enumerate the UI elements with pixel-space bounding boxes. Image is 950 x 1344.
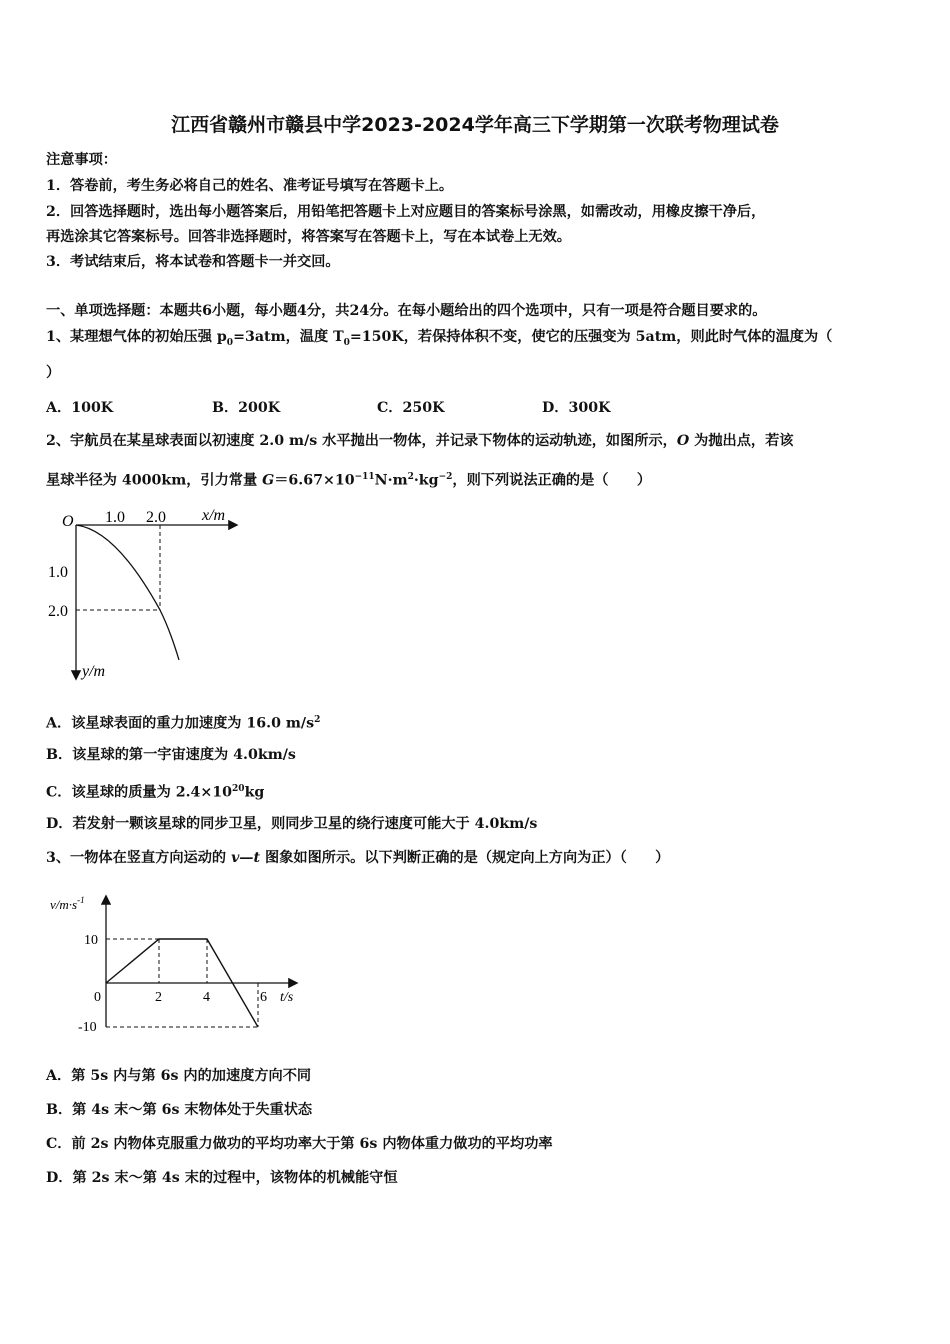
notice-heading: 注意事项： [46,152,117,168]
q1-option-b: B．200K [212,400,281,416]
q1-stem-end: ） [46,365,61,381]
q2-origin-label: O [62,513,74,530]
q3-y-tick-pos: 10 [84,933,98,948]
notice-item-2-cont: 再选涂其它答案标号。回答非选择题时，将答案写在答题卡上，写在本试卷上无效。 [46,229,571,245]
page-title: 江西省赣州市赣县中学2023-2024学年高三下学期第一次联考物理试卷 [171,114,779,136]
q2-stem-line1: 2、宇航员在某星球表面以初速度 2.0 m/s 水平抛出一物体，并记录下物体的运动轨迹，如图所示，O 为抛出点，若该 [46,433,794,449]
q2-option-a: A．该星球表面的重力加速度为 16.0 $m/s^2$ [46,715,321,732]
q2-y-tick-1: 1.0 [48,564,68,581]
q1-stem: 1、某理想气体的初始压强 $p_0=3atm$，温度 $T_0=150K$，若保持体积不变，使它的压强变为 5atm，则此时气体的温度为（ [46,329,833,348]
q3-x-tick-6: 6 [260,990,267,1005]
q3-x-tick-2: 2 [155,990,162,1005]
q3-option-c: C．前 2s 内物体克服重力做功的平均功率大于第 6s 内物体重力做功的平均功率 [46,1136,553,1152]
q2-stem-line2: 星球半径为 4000km，引力常量 $G=6.67\times 10^{-11}N\cdot m^2\cdot kg^{-2}$，则下列说法正确的是（ ） [46,472,652,489]
q2-trajectory-curve [76,525,179,660]
q1-option-a: A．100K [46,400,114,416]
q3-y-label: $v/m\cdot s^{-1}$ [50,895,85,912]
q1-option-c: C．250K [377,400,445,416]
q2-y-tick-2: 2.0 [48,603,68,620]
notice-item-3: 3．考试结束后，将本试卷和答题卡一并交回。 [46,254,340,270]
q2-x-label: x/m [202,507,226,524]
q3-origin: 0 [94,990,101,1005]
q3-vt-graph [46,885,306,1035]
q3-option-a: A．第 5s 内与第 6s 内的加速度方向不同 [46,1068,312,1084]
q3-stem: 3、一物体在竖直方向运动的 v—t 图象如图所示。以下判断正确的是（规定向上方向为正）（ ） [46,850,670,866]
q3-x-tick-4: 4 [203,990,210,1005]
q2-option-d: D．若发射一颗该星球的同步卫星，则同步卫星的绕行速度可能大于 4.0km/s [46,816,538,832]
q2-trajectory-graph [40,500,260,690]
q3-option-d: D．第 2s 末～第 4s 末的过程中，该物体的机械能守恒 [46,1170,398,1186]
q2-x-tick-2: 2.0 [146,509,166,526]
q2-y-label: y/m [82,663,106,680]
section-heading: 一、单项选择题：本题共6小题，每小题4分，共24分。在每小题给出的四个选项中，只有一项是符合题目要求的。 [46,303,767,319]
q2-option-c: C．该星球的质量为 $2.4\times 10^{20}kg$ [46,784,265,801]
notice-item-2: 2．回答选择题时，选出每小题答案后，用铅笔把答题卡上对应题目的答案标号涂黑，如需改动，用橡皮擦干净后， [46,204,766,220]
q2-option-b: B．该星球的第一宇宙速度为 4.0km/s [46,747,296,763]
q2-x-tick-1: 1.0 [105,509,125,526]
notice-item-1: 1．答卷前，考生务必将自己的姓名、准考证号填写在答题卡上。 [46,178,454,194]
q3-option-b: B．第 4s 末～第 6s 末物体处于失重状态 [46,1102,313,1118]
q1-option-d: D．300K [542,400,611,416]
q3-y-tick-neg: -10 [78,1020,97,1035]
q3-x-label: t/s [280,990,294,1005]
